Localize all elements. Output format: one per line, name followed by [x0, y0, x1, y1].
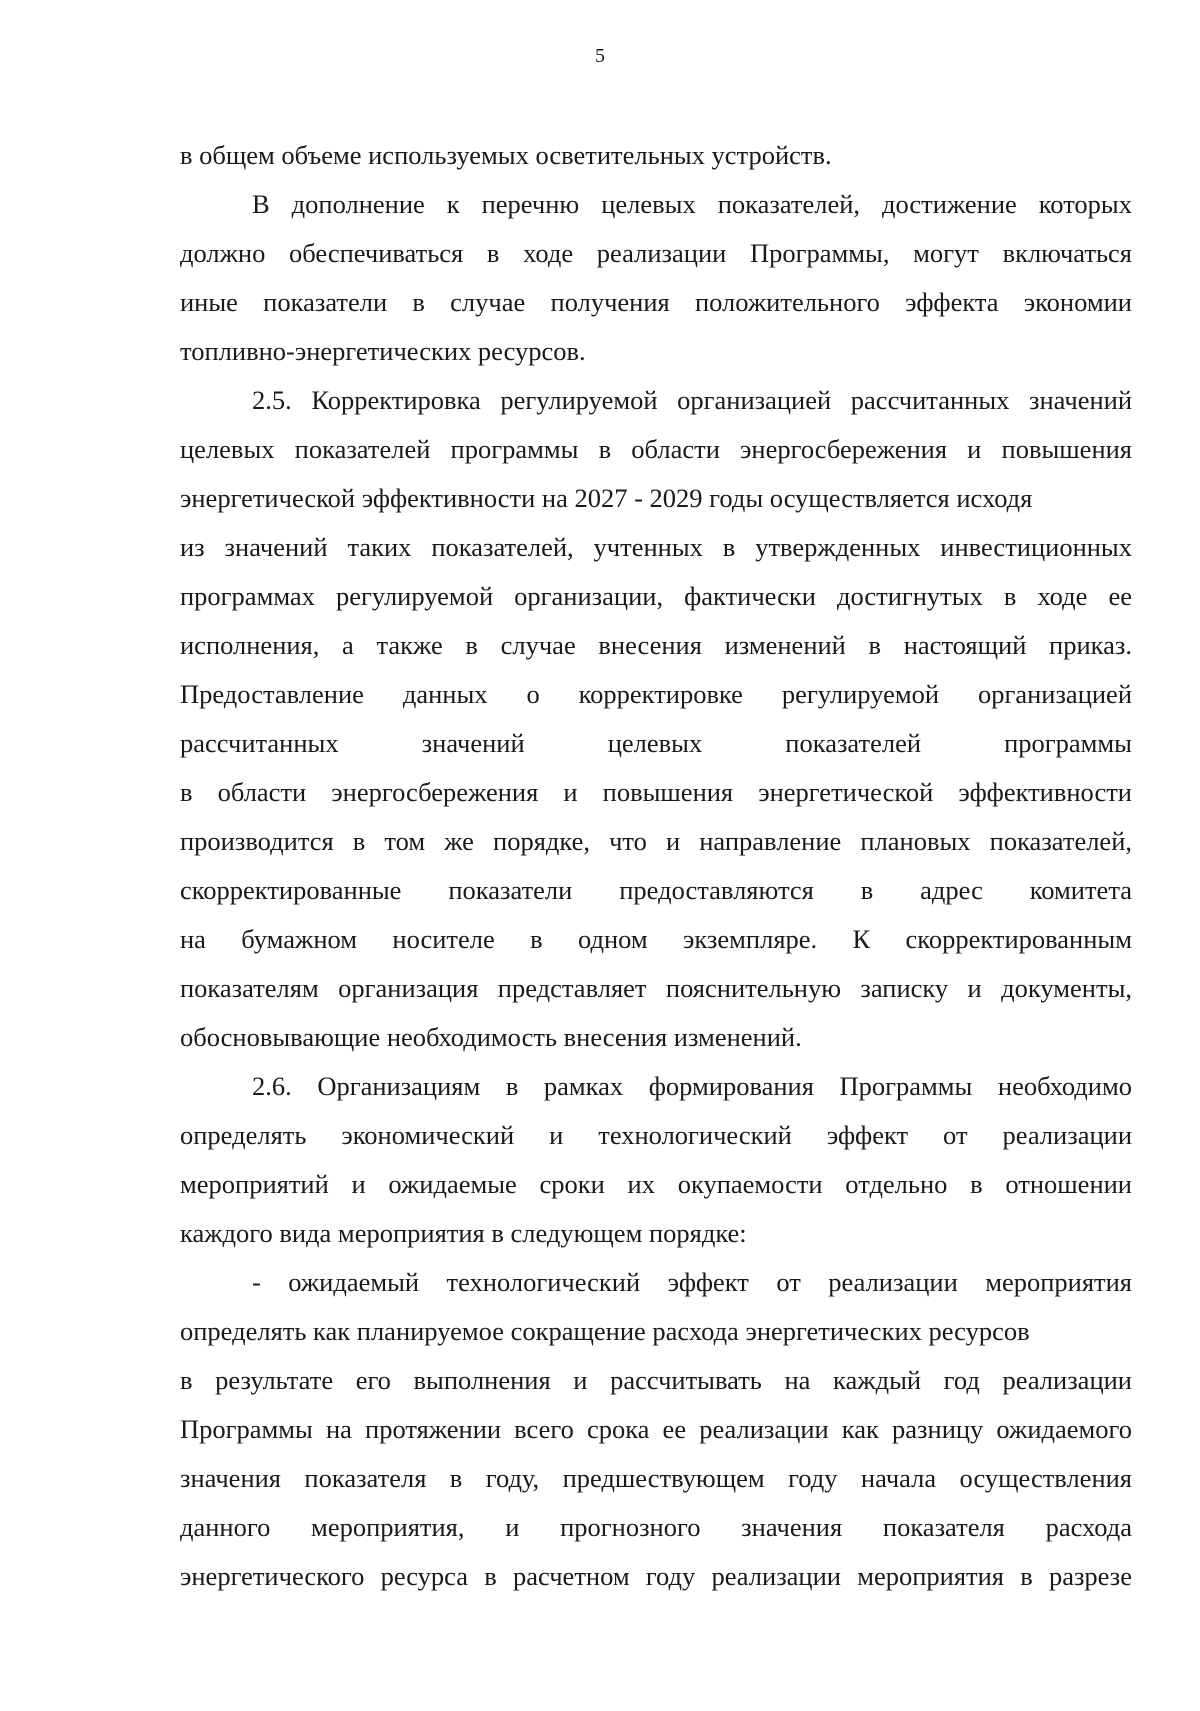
- text-line: мероприятий и ожидаемые сроки их окупаемости отдельно в отношении: [180, 1169, 1132, 1199]
- text-line: данного мероприятия, и прогнозного значения показателя расхода: [180, 1512, 1132, 1542]
- text-line: Программы на протяжении всего срока ее реализации как разницу ожидаемого: [180, 1414, 1132, 1444]
- text-line: значения показателя в году, предшествующем году начала осуществления: [180, 1463, 1132, 1493]
- text-line: - ожидаемый технологический эффект от реализации мероприятия: [252, 1267, 1132, 1297]
- page-number: 5: [595, 45, 605, 67]
- text-line: должно обеспечиваться в ходе реализации Программы, могут включаться: [180, 238, 1132, 268]
- text-line: целевых показателей программы в области энергосбережения и повышения: [180, 434, 1132, 464]
- text-line: каждого вида мероприятия в следующем порядке:: [180, 1218, 747, 1248]
- text-line: рассчитанных значений целевых показателей программы: [180, 728, 1132, 758]
- text-line: на бумажном носителе в одном экземпляре. К скорректированным: [180, 924, 1132, 954]
- text-line: топливно-энергетических ресурсов.: [180, 336, 586, 366]
- text-line: 2.5. Корректировка регулируемой организацией рассчитанных значений: [252, 385, 1132, 415]
- text-line: Предоставление данных о корректировке регулируемой организацией: [180, 679, 1132, 709]
- text-line: обосновывающие необходимость внесения изменений.: [180, 1022, 802, 1052]
- text-line: определять экономический и технологический эффект от реализации: [180, 1120, 1132, 1150]
- text-line: в области энергосбережения и повышения энергетической эффективности: [180, 777, 1132, 807]
- text-line: скорректированные показатели предоставляются в адрес комитета: [180, 875, 1132, 905]
- text-line: 2.6. Организациям в рамках формирования Программы необходимо: [252, 1071, 1132, 1101]
- text-line: энергетического ресурса в расчетном году реализации мероприятия в разрезе: [180, 1561, 1132, 1591]
- text-line: определять как планируемое сокращение расхода энергетических ресурсов: [180, 1316, 1030, 1346]
- text-line: в общем объеме используемых осветительных устройств.: [180, 140, 832, 170]
- text-line: из значений таких показателей, учтенных в утвержденных инвестиционных: [180, 532, 1132, 562]
- text-line: программах регулируемой организации, фактически достигнутых в ходе ее: [180, 581, 1132, 611]
- body-text: [180, 131, 1132, 1601]
- text-line: иные показатели в случае получения положительного эффекта экономии: [180, 287, 1132, 317]
- text-line: производится в том же порядке, что и направление плановых показателей,: [180, 826, 1132, 856]
- text-line: в результате его выполнения и рассчитывать на каждый год реализации: [180, 1365, 1132, 1395]
- text-line: энергетической эффективности на 2027 - 2029 годы осуществляется исходя: [180, 483, 1033, 513]
- text-line: показателям организация представляет пояснительную записку и документы,: [180, 973, 1132, 1003]
- text-line: исполнения, а также в случае внесения изменений в настоящий приказ.: [180, 630, 1132, 660]
- text-line: В дополнение к перечню целевых показателей, достижение которых: [252, 189, 1132, 219]
